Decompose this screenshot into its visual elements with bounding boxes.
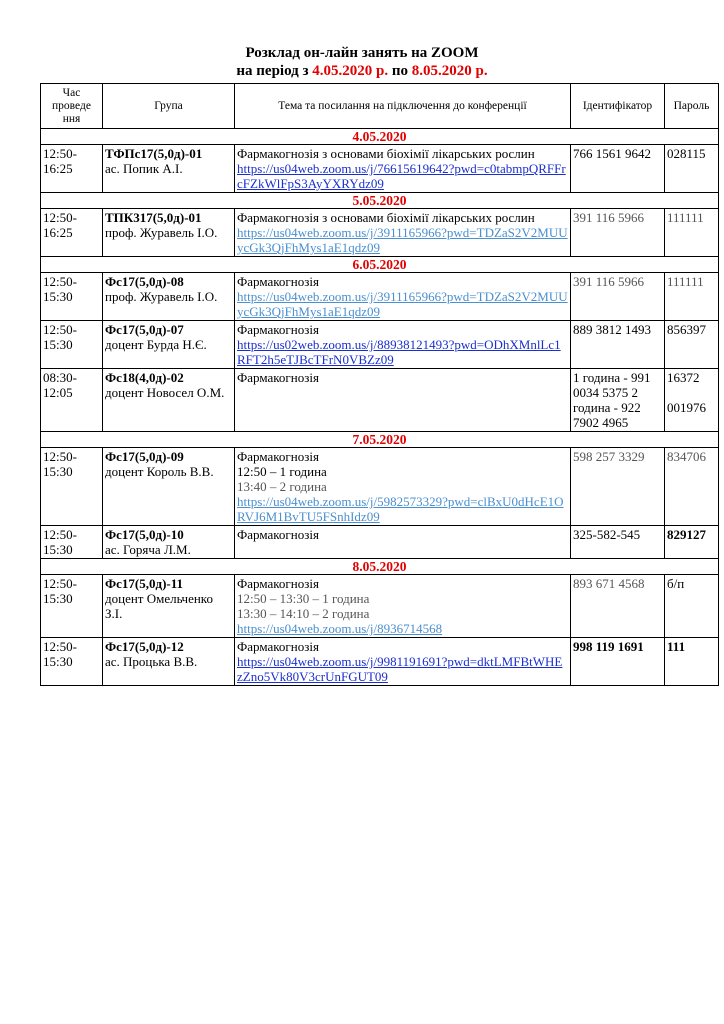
group-cell — [103, 575, 235, 638]
id-cell: 598 257 3329 — [571, 448, 665, 526]
page-title — [0, 44, 724, 80]
id-cell: 391 116 5966 — [571, 273, 665, 321]
date-label: 4.05.2020 — [41, 129, 719, 145]
teacher-name: доцент Король В.В. — [105, 464, 214, 479]
date-label: 6.05.2020 — [41, 257, 719, 273]
date-label: 5.05.2020 — [41, 193, 719, 209]
topic-hour-line: 13:40 – 2 година — [237, 479, 327, 494]
topic-cell — [235, 321, 571, 369]
topic-cell — [235, 209, 571, 257]
group-name: Фс17(5,0д)-09 — [105, 449, 184, 464]
period-prefix: на період з — [236, 63, 313, 79]
password-cell: 856397 — [665, 321, 719, 369]
table-row — [41, 526, 719, 559]
id-cell: 998 119 1691 — [571, 638, 665, 686]
group-name: ТПК317(5,0д)-01 — [105, 210, 202, 225]
topic-hour-line: 13:30 – 14:10 – 2 година — [237, 606, 370, 621]
group-name: Фс17(5,0д)-11 — [105, 576, 184, 591]
topic-title: Фармакогнозія — [237, 527, 319, 542]
zoom-link[interactable]: https://us04web.zoom.us/j/5982573329?pwd=clBxU0dHcE1ORVJ6M1BvTU5FSnhIdz09 — [237, 494, 564, 524]
time-cell: 12:50-15:30 — [41, 526, 103, 559]
schedule-table — [40, 83, 719, 686]
topic-cell — [235, 638, 571, 686]
teacher-name: доцент Омельченко З.І. — [105, 591, 213, 621]
table-row — [41, 448, 719, 526]
group-cell — [103, 369, 235, 432]
topic-title: Фармакогнозія з основами біохімії лікарських рослин — [237, 210, 535, 225]
col-header-group: Група — [103, 84, 235, 129]
zoom-link[interactable]: https://us02web.zoom.us/j/88938121493?pwd=ODhXMnlLc1RFT2h5eTJBcTFrN0VBZz09 — [237, 337, 561, 367]
time-cell: 12:50-15:30 — [41, 638, 103, 686]
teacher-name: проф. Журавель І.О. — [105, 289, 218, 304]
topic-cell — [235, 145, 571, 193]
date-label: 7.05.2020 — [41, 432, 719, 448]
group-cell — [103, 638, 235, 686]
group-cell — [103, 209, 235, 257]
zoom-link[interactable]: https://us04web.zoom.us/j/3911165966?pwd=TDZaS2V2MUUycGk3QjFhMys1aE1qdz09 — [237, 289, 568, 319]
group-cell — [103, 321, 235, 369]
topic-cell — [235, 526, 571, 559]
password-cell — [665, 369, 719, 432]
time-cell: 12:50-16:25 — [41, 209, 103, 257]
table-row — [41, 145, 719, 193]
col-header-id: Ідентифікатор — [571, 84, 665, 129]
time-cell: 12:50-15:30 — [41, 448, 103, 526]
zoom-link[interactable]: https://us04web.zoom.us/j/8936714568 — [237, 621, 443, 636]
topic-hour-line: 12:50 – 13:30 – 1 година — [237, 591, 370, 606]
topic-hour-line: 12:50 – 1 година — [237, 464, 327, 479]
date-row — [41, 193, 719, 209]
group-name: Фс17(5,0д)-07 — [105, 322, 184, 337]
id-cell: 325-582-545 — [571, 526, 665, 559]
password-cell: 111111 — [665, 273, 719, 321]
col-header-password: Пароль — [665, 84, 719, 129]
col-header-topic: Тема та посилання на підключення до конференції — [235, 84, 571, 129]
topic-title: Фармакогнозія — [237, 576, 319, 591]
topic-title: Фармакогнозія — [237, 274, 319, 289]
table-row — [41, 369, 719, 432]
col-header-time: Час проведе ння — [41, 84, 103, 129]
table-row — [41, 575, 719, 638]
id-cell: 391 116 5966 — [571, 209, 665, 257]
group-cell — [103, 448, 235, 526]
period-mid: по — [388, 63, 412, 79]
password-value: 16372 — [667, 370, 700, 385]
teacher-name: проф. Журавель І.О. — [105, 225, 218, 240]
topic-title: Фармакогнозія — [237, 449, 319, 464]
table-row — [41, 209, 719, 257]
group-name: ТФПс17(5,0д)-01 — [105, 146, 203, 161]
time-cell: 12:50-16:25 — [41, 145, 103, 193]
time-cell: 12:50-15:30 — [41, 273, 103, 321]
date-row — [41, 559, 719, 575]
time-cell: 08:30-12:05 — [41, 369, 103, 432]
topic-title: Фармакогнозія — [237, 370, 319, 385]
table-row — [41, 321, 719, 369]
period-line — [0, 62, 724, 80]
group-name: Фс17(5,0д)-08 — [105, 274, 184, 289]
topic-title: Фармакогнозія — [237, 322, 319, 337]
teacher-name: ас. Процька В.В. — [105, 654, 198, 669]
topic-cell — [235, 448, 571, 526]
title-line: Розклад он-лайн занять на ZOOM — [245, 45, 479, 61]
period-end: 8.05.2020 р. — [411, 63, 488, 79]
id-cell: 766 1561 9642 — [571, 145, 665, 193]
zoom-link[interactable]: https://us04web.zoom.us/j/76615619642?pwd=c0tabmpQRFFrcFZkWlFpS3AyYXRYdz09 — [237, 161, 566, 191]
password-value: 001976 — [667, 400, 706, 415]
table-row — [41, 638, 719, 686]
topic-cell — [235, 575, 571, 638]
zoom-link[interactable]: https://us04web.zoom.us/j/3911165966?pwd=TDZaS2V2MUUycGk3QjFhMys1aE1qdz09 — [237, 225, 568, 255]
password-cell: 111111 — [665, 209, 719, 257]
header-row — [41, 84, 719, 129]
date-label: 8.05.2020 — [41, 559, 719, 575]
date-row — [41, 257, 719, 273]
table-row — [41, 273, 719, 321]
id-cell: 889 3812 1493 — [571, 321, 665, 369]
teacher-name: ас. Горяча Л.М. — [105, 542, 191, 557]
group-cell — [103, 526, 235, 559]
date-row — [41, 432, 719, 448]
password-cell: 028115 — [665, 145, 719, 193]
id-cell: 1 година - 991 0034 5375 2 година - 922 7902 4965 — [571, 369, 665, 432]
password-cell: 111 — [665, 638, 719, 686]
password-cell: 829127 — [665, 526, 719, 559]
password-cell: б/п — [665, 575, 719, 638]
group-name: Фс17(5,0д)-12 — [105, 639, 184, 654]
time-cell: 12:50-15:30 — [41, 321, 103, 369]
zoom-link[interactable]: https://us04web.zoom.us/j/9981191691?pwd=dktLMFBtWHEzZno5Vk80V3crUnFGUT09 — [237, 654, 563, 684]
group-cell — [103, 273, 235, 321]
topic-cell — [235, 273, 571, 321]
teacher-name: ас. Попик А.І. — [105, 161, 183, 176]
topic-title: Фармакогнозія з основами біохімії лікарських рослин — [237, 146, 535, 161]
id-cell: 893 671 4568 — [571, 575, 665, 638]
password-cell: 834706 — [665, 448, 719, 526]
topic-title: Фармакогнозія — [237, 639, 319, 654]
time-cell: 12:50-15:30 — [41, 575, 103, 638]
group-name: Фс18(4,0д)-02 — [105, 370, 184, 385]
teacher-name: доцент Новосел О.М. — [105, 385, 225, 400]
topic-cell — [235, 369, 571, 432]
group-name: Фс17(5,0д)-10 — [105, 527, 184, 542]
teacher-name: доцент Бурда Н.Є. — [105, 337, 207, 352]
date-row — [41, 129, 719, 145]
period-start: 4.05.2020 р. — [312, 63, 389, 79]
group-cell — [103, 145, 235, 193]
